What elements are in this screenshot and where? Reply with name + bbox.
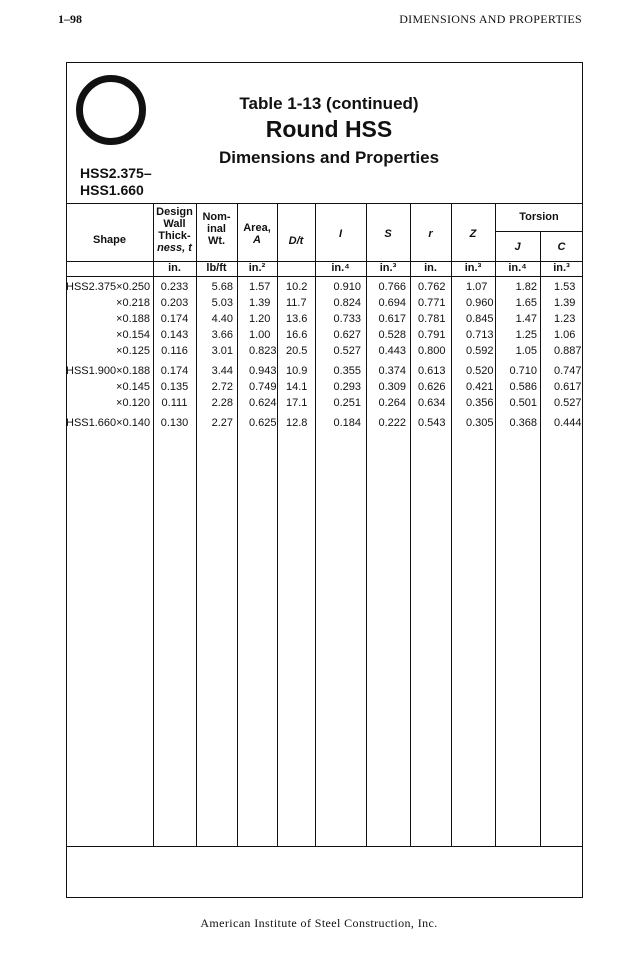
value-cell-Z: 0.960 — [466, 297, 494, 309]
shape-cell: HSS2.375×0.250 — [66, 281, 151, 293]
torsion-rule — [495, 231, 583, 232]
shape-cell: ×0.188 — [116, 313, 150, 325]
value-cell-Z: 0.356 — [466, 397, 494, 409]
value-cell-A: 1.57 — [249, 281, 271, 293]
table-title: Round HSS — [265, 116, 393, 142]
value-cell-I: 0.293 — [333, 381, 361, 393]
unit-wt: lb/ft — [206, 262, 227, 274]
value-cell-C: 0.747 — [554, 365, 582, 377]
value-cell-A: 1.39 — [249, 297, 271, 309]
table-bottom-rule — [66, 846, 583, 847]
value-cell-wt: 4.40 — [211, 313, 233, 325]
value-cell-J: 1.47 — [515, 313, 537, 325]
shape-cell: HSS1.900×0.188 — [66, 365, 151, 377]
value-cell-J: 0.368 — [509, 417, 537, 429]
value-cell-Z: 0.421 — [466, 381, 494, 393]
units-bottom-rule — [66, 276, 583, 277]
col-header-C: C — [557, 241, 566, 253]
value-cell-t: 0.116 — [161, 345, 188, 357]
value-cell-t: 0.203 — [160, 297, 189, 309]
table-number: Table 1-13 (continued) — [239, 94, 419, 113]
page-number: 1–98 — [58, 12, 82, 26]
value-cell-t: 0.143 — [160, 329, 189, 341]
value-cell-A: 0.625 — [249, 417, 277, 429]
col-header-torsion: Torsion — [519, 211, 559, 223]
value-cell-I: 0.184 — [333, 417, 361, 429]
value-cell-J: 0.586 — [509, 381, 537, 393]
col-header-shape: Shape — [92, 234, 126, 246]
value-cell-dt: 10.9 — [286, 365, 308, 377]
value-cell-J: 1.65 — [515, 297, 537, 309]
value-cell-S: 0.264 — [378, 397, 406, 409]
value-cell-t: 0.111 — [161, 397, 188, 409]
value-cell-wt: 5.03 — [211, 297, 233, 309]
value-cell-r: 0.800 — [418, 345, 446, 357]
col-header-r: r — [428, 228, 433, 240]
value-cell-r: 0.791 — [418, 329, 446, 341]
value-cell-dt: 13.6 — [286, 313, 308, 325]
value-cell-Z: 0.592 — [466, 345, 494, 357]
value-cell-dt: 12.8 — [286, 417, 308, 429]
value-cell-C: 1.39 — [554, 297, 576, 309]
value-cell-S: 0.374 — [378, 365, 406, 377]
value-cell-Z: 1.07 — [466, 281, 488, 293]
value-cell-A: 0.823 — [249, 345, 277, 357]
value-cell-I: 0.824 — [333, 297, 361, 309]
table-subtitle: Dimensions and Properties — [218, 148, 440, 167]
value-cell-r: 0.626 — [418, 381, 446, 393]
value-cell-S: 0.309 — [378, 381, 406, 393]
shape-range-line1: HSS2.375– — [80, 165, 152, 181]
value-cell-Z: 0.845 — [466, 313, 494, 325]
value-cell-C: 1.23 — [554, 313, 576, 325]
value-cell-t: 0.174 — [160, 313, 189, 325]
value-cell-t: 0.135 — [160, 381, 189, 393]
value-cell-dt: 11.7 — [286, 297, 307, 309]
value-cell-t: 0.130 — [160, 417, 189, 429]
value-cell-wt: 2.27 — [211, 417, 233, 429]
shape-cell: ×0.125 — [116, 345, 150, 357]
value-cell-r: 0.781 — [418, 313, 446, 325]
unit-J: in.⁴ — [508, 262, 527, 274]
value-cell-r: 0.613 — [418, 365, 446, 377]
col-header-nominal-wt: Nom- inal Wt. — [202, 211, 231, 247]
value-cell-I: 0.733 — [333, 313, 361, 325]
value-cell-C: 1.53 — [554, 281, 576, 293]
value-cell-S: 0.617 — [378, 313, 406, 325]
col-header-design-wall: Design Wall Thick- ness, t — [156, 206, 193, 254]
unit-I: in.⁴ — [331, 262, 350, 274]
shape-cell: HSS1.660×0.140 — [66, 417, 151, 429]
value-cell-I: 0.627 — [333, 329, 361, 341]
value-cell-Z: 0.520 — [466, 365, 494, 377]
shape-range-label — [80, 165, 152, 199]
value-cell-J: 1.25 — [515, 329, 537, 341]
value-cell-dt: 10.2 — [286, 281, 308, 293]
shape-cell: ×0.145 — [116, 381, 150, 393]
value-cell-I: 0.910 — [333, 281, 361, 293]
value-cell-r: 0.771 — [418, 297, 446, 309]
value-cell-Z: 0.713 — [466, 329, 494, 341]
value-cell-r: 0.762 — [418, 281, 446, 293]
shape-cell: ×0.218 — [116, 297, 150, 309]
col-header-I: I — [338, 228, 343, 240]
unit-A: in.² — [248, 262, 266, 274]
value-cell-I: 0.355 — [333, 365, 361, 377]
value-cell-dt: 17.1 — [286, 397, 308, 409]
unit-t: in. — [168, 262, 181, 274]
value-cell-r: 0.543 — [418, 417, 446, 429]
value-cell-wt: 2.72 — [211, 381, 233, 393]
col-header-J: J — [514, 241, 521, 253]
value-cell-J: 1.05 — [515, 345, 537, 357]
value-cell-C: 0.887 — [554, 345, 582, 357]
value-cell-J: 1.82 — [515, 281, 537, 293]
value-cell-t: 0.233 — [160, 281, 189, 293]
value-cell-r: 0.634 — [418, 397, 446, 409]
value-cell-dt: 14.1 — [286, 381, 308, 393]
value-cell-I: 0.527 — [333, 345, 361, 357]
value-cell-A: 0.943 — [249, 365, 277, 377]
value-cell-dt: 20.5 — [286, 345, 308, 357]
value-cell-C: 0.617 — [554, 381, 582, 393]
value-cell-A: 1.00 — [249, 329, 271, 341]
unit-Z: in.³ — [464, 262, 482, 274]
shape-cell: ×0.154 — [116, 329, 150, 341]
section-title: DIMENSIONS AND PROPERTIES — [399, 12, 582, 26]
col-header-S: S — [384, 228, 392, 240]
value-cell-A: 0.624 — [249, 397, 277, 409]
col-header-Z: Z — [469, 228, 477, 240]
unit-C: in.³ — [553, 262, 570, 274]
value-cell-t: 0.174 — [160, 365, 189, 377]
value-cell-S: 0.443 — [378, 345, 406, 357]
unit-S: in.³ — [379, 262, 397, 274]
shape-cell: ×0.120 — [116, 397, 150, 409]
value-cell-wt: 5.68 — [211, 281, 233, 293]
value-cell-C: 1.06 — [554, 329, 576, 341]
value-cell-wt: 3.01 — [211, 345, 233, 357]
value-cell-J: 0.501 — [509, 397, 537, 409]
publisher-footer: American Institute of Steel Construction, Inc. — [200, 916, 438, 930]
value-cell-dt: 16.6 — [286, 329, 308, 341]
value-cell-wt: 2.28 — [211, 397, 233, 409]
value-cell-Z: 0.305 — [466, 417, 494, 429]
value-cell-I: 0.251 — [333, 397, 361, 409]
shape-range-line2: HSS1.660 — [80, 182, 144, 198]
value-cell-S: 0.222 — [378, 417, 406, 429]
value-cell-J: 0.710 — [509, 365, 537, 377]
col-header-area: Area, A — [243, 222, 271, 246]
value-cell-wt: 3.44 — [211, 365, 233, 377]
value-cell-S: 0.766 — [378, 281, 406, 293]
value-cell-A: 0.749 — [249, 381, 277, 393]
value-cell-S: 0.694 — [378, 297, 406, 309]
value-cell-A: 1.20 — [249, 313, 271, 325]
value-cell-C: 0.444 — [554, 417, 582, 429]
value-cell-C: 0.527 — [554, 397, 582, 409]
value-cell-wt: 3.66 — [211, 329, 233, 341]
col-header-dt: D/t — [288, 235, 304, 247]
value-cell-S: 0.528 — [378, 329, 406, 341]
header-top-rule — [66, 203, 583, 204]
unit-r: in. — [424, 262, 437, 274]
